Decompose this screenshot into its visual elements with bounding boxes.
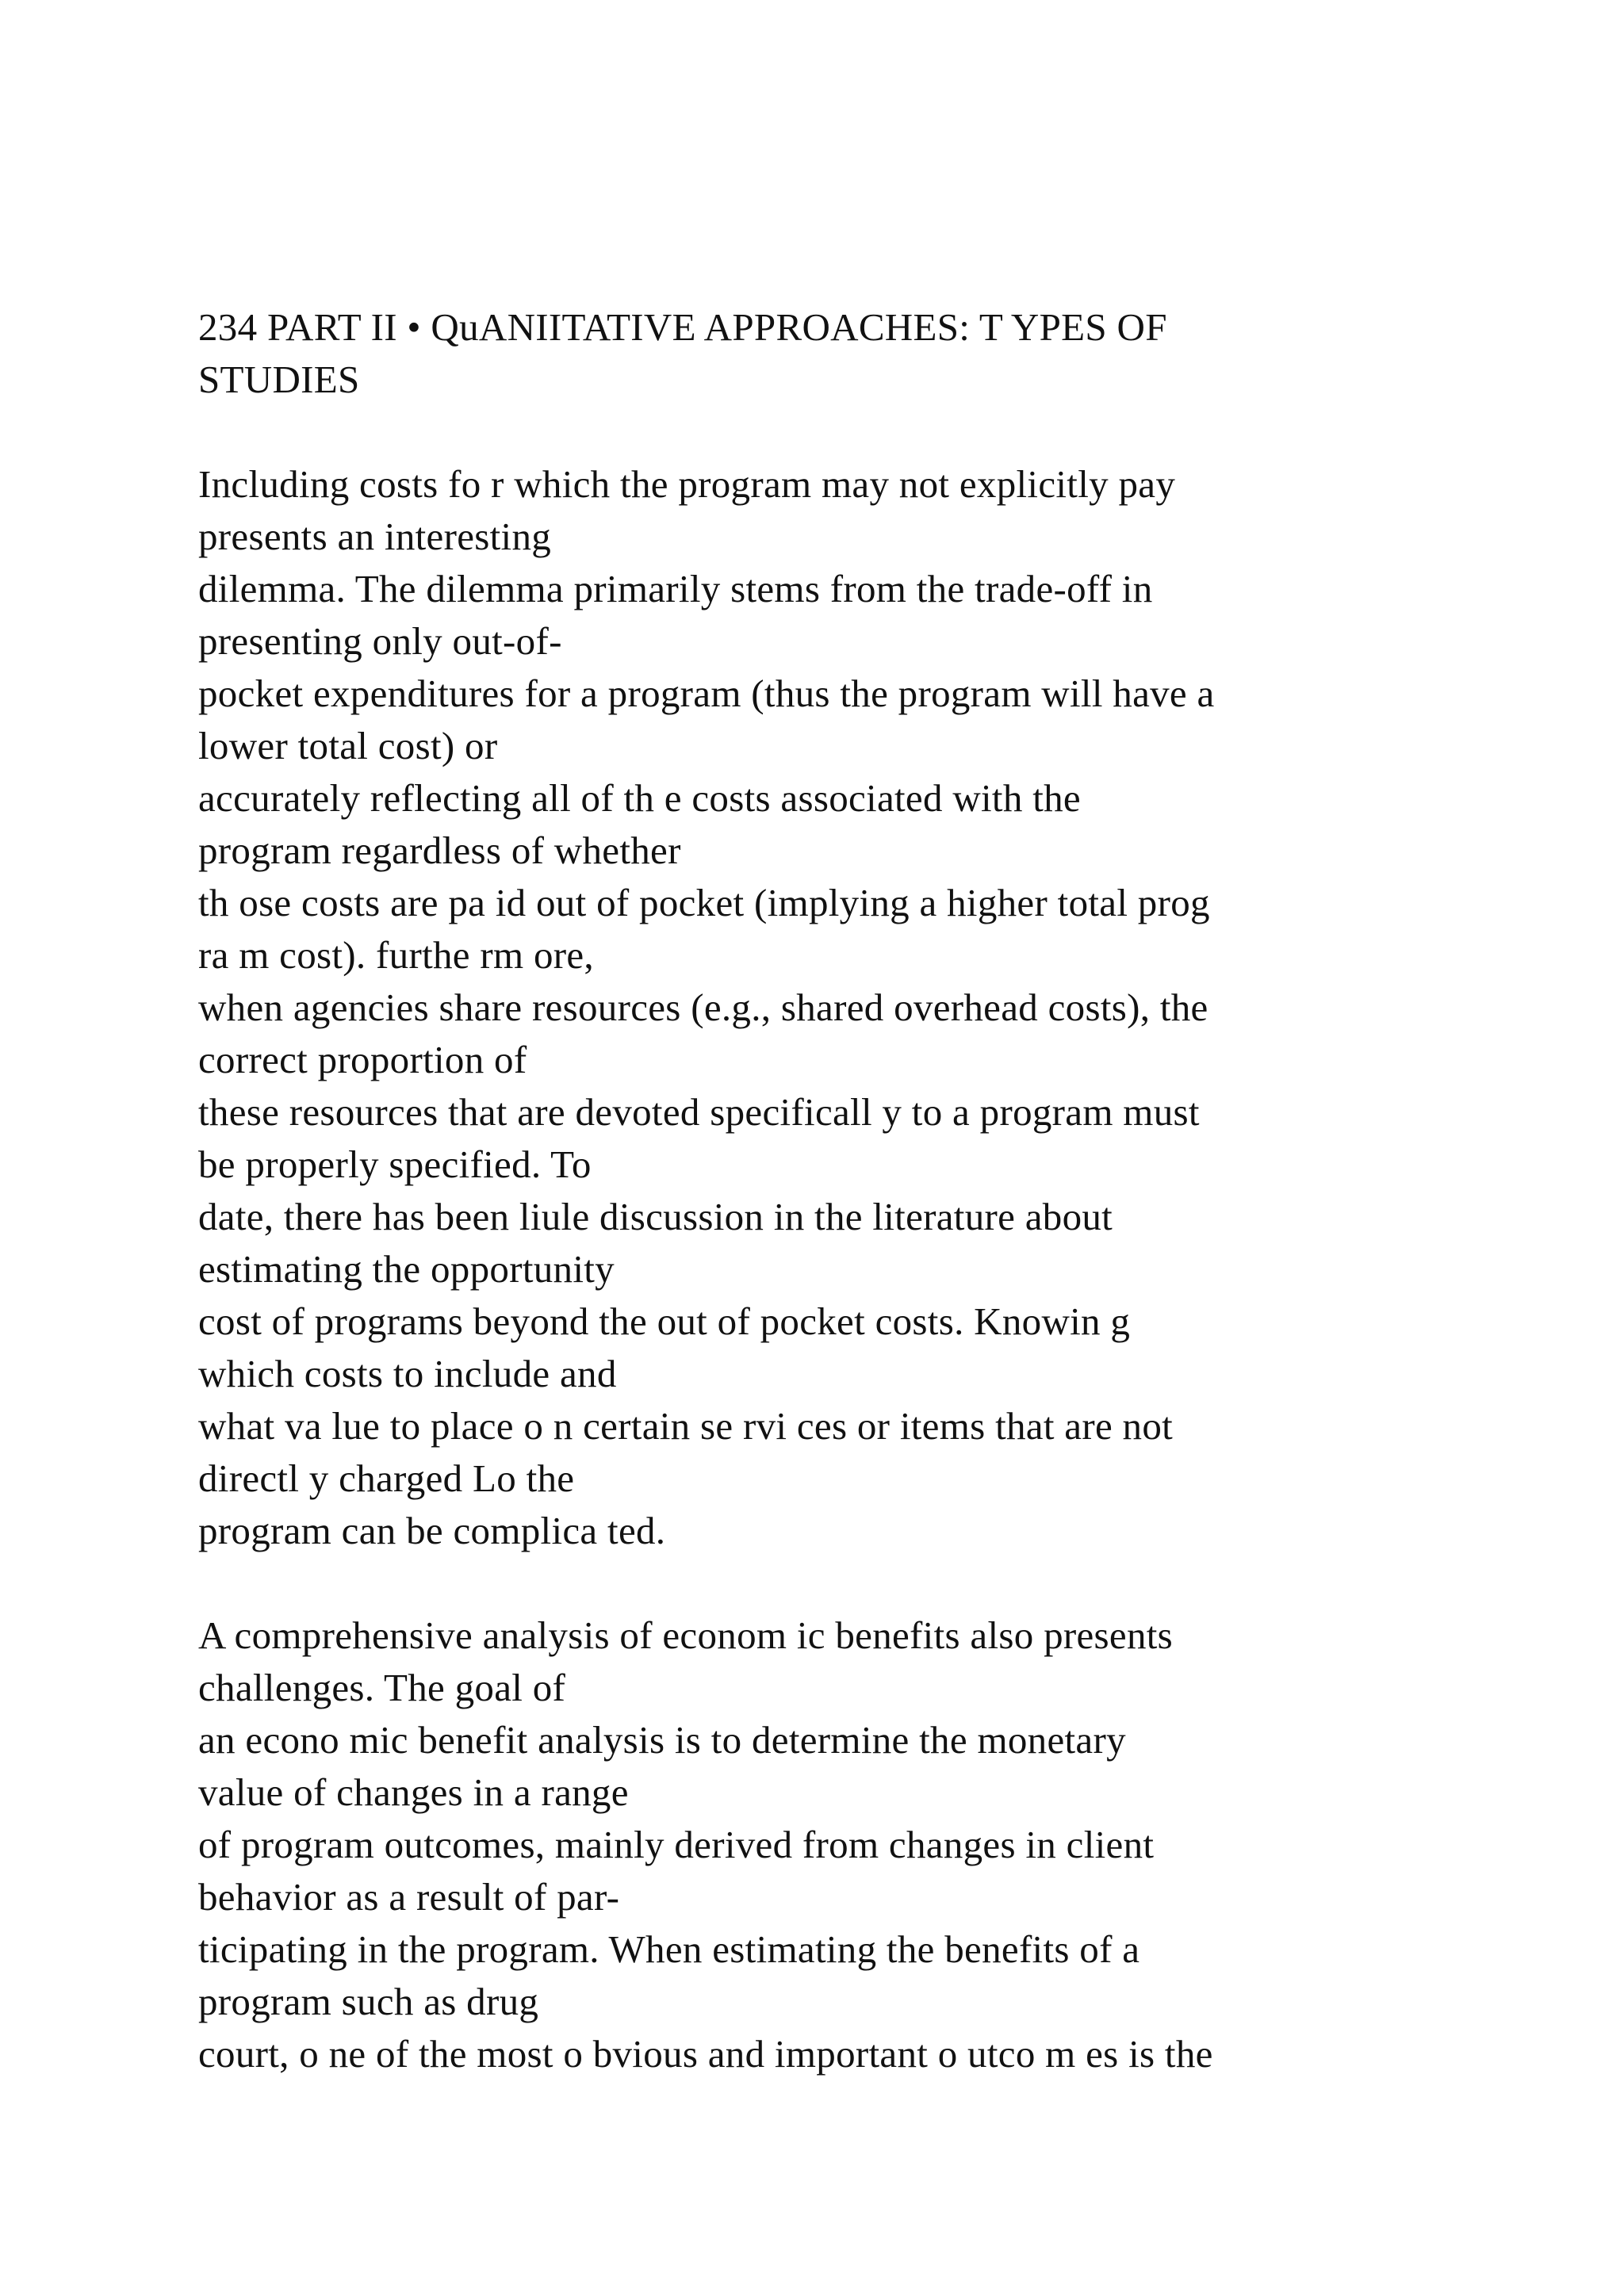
text-line: pocket expenditures for a program (thus the program will have a [198, 672, 1215, 715]
text-line: behavior as a result of par- [198, 1875, 620, 1919]
text-line: challenges. The goal of [198, 1666, 566, 1709]
text-line: A comprehensive analysis of econom ic benefits also presents [198, 1613, 1174, 1657]
page-header [198, 301, 1610, 406]
document-body [198, 301, 1610, 2080]
text-line: date, there has been liule discussion in the literature about [198, 1195, 1113, 1238]
text-line: presenting only out-of- [198, 619, 562, 663]
text-line: dilemma. The dilemma primarily stems from the trade-off in [198, 567, 1153, 610]
text-line: cost of programs beyond the out of pocket costs. Knowin g [198, 1299, 1131, 1343]
text-line: presents an interesting [198, 515, 552, 558]
text-line: correct proportion of [198, 1038, 527, 1081]
paragraph-benefits [198, 1609, 1610, 2080]
text-line: what va lue to place o n certain se rvi ces or items that are not [198, 1404, 1174, 1448]
text-line: value of changes in a range [198, 1770, 629, 1814]
text-line: be properly specified. To [198, 1142, 592, 1186]
header-line: 234 PART II • QuANIITATIVE APPROACHES: T YPES OF [198, 305, 1167, 349]
text-line: ra m cost). furthe rm ore, [198, 933, 594, 977]
text-line: directl y charged Lo the [198, 1456, 575, 1500]
header-line: STUDIES [198, 358, 360, 401]
text-line: estimating the opportunity [198, 1247, 615, 1291]
paragraph-gap [198, 406, 1610, 458]
paragraph-gap [198, 1557, 1610, 1609]
paragraph-costs [198, 458, 1610, 1557]
text-line: program can be complica ted. [198, 1509, 666, 1552]
text-line: when agencies share resources (e.g., shared overhead costs), the [198, 985, 1208, 1029]
text-line: lower total cost) or [198, 724, 498, 767]
text-line: program regardless of whether [198, 828, 681, 872]
text-line: an econo mic benefit analysis is to determine the monetary [198, 1718, 1126, 1762]
text-line: these resources that are devoted specificall y to a program must [198, 1090, 1200, 1134]
text-line: which costs to include and [198, 1352, 617, 1395]
text-line: of program outcomes, mainly derived from changes in client [198, 1823, 1155, 1866]
text-line: Including costs fo r which the program may not explicitly pay [198, 462, 1176, 506]
text-line: program such as drug [198, 1980, 539, 2023]
text-line: accurately reflecting all of th e costs associated with the [198, 776, 1081, 820]
text-line: ticipating in the program. When estimating the benefits of a [198, 1927, 1140, 1971]
text-line: th ose costs are pa id out of pocket (implying a higher total prog [198, 881, 1210, 924]
text-line: court, o ne of the most o bvious and important o utco m es is the [198, 2032, 1213, 2076]
